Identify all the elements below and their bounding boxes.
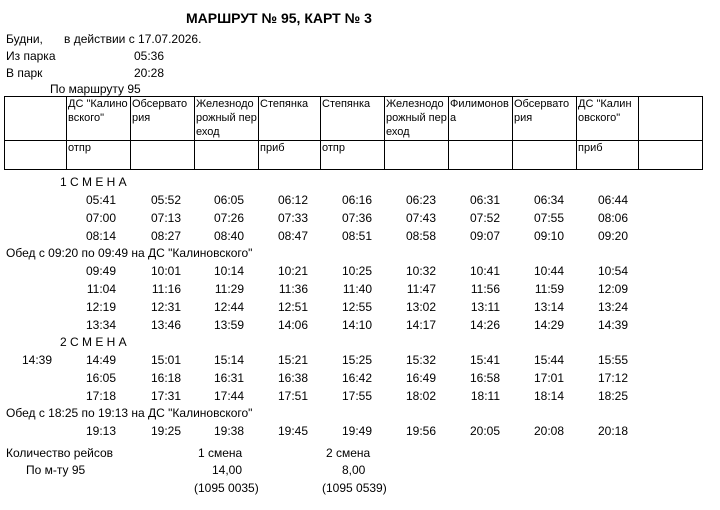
time-cell: 17:18 [85,389,116,403]
time-cell: 08:40 [213,229,244,243]
time-cell: 13:46 [150,318,181,332]
time-cell: 13:59 [213,318,244,332]
time-cell: 12:51 [277,300,308,314]
schedule-row [0,422,720,440]
time-cell: 17:01 [533,371,564,385]
time-cell: 13:24 [597,300,628,314]
schedule-row [0,316,720,334]
schedule-row [0,191,720,209]
lunch-note: Обед с 18:25 по 19:13 на ДС "Калиновского" [6,406,253,420]
time-cell: 06:31 [469,193,500,207]
time-cell: 13:02 [405,300,436,314]
time-cell: 09:49 [85,264,116,278]
time-cell: 12:09 [597,282,628,296]
time-cell: 06:34 [533,193,564,207]
shift1-code: (1095 0035) [194,481,259,495]
shift2-code: (1095 0539) [322,481,387,495]
schedule-row [0,298,720,316]
time-cell: 07:43 [405,211,436,225]
shift2-value: 8,00 [342,463,366,477]
time-cell: 17:44 [213,389,244,403]
schedule-row [0,387,720,405]
time-cell: 10:25 [341,264,372,278]
time-cell: 11:04 [86,282,116,296]
time-cell: 16:31 [213,371,244,385]
time-cell: 11:29 [214,282,244,296]
time-cell: 10:21 [277,264,308,278]
stop-mode-cell [131,141,195,170]
time-cell: 15:55 [597,353,628,367]
time-cell: 09:20 [597,229,628,243]
time-cell: 16:42 [341,371,372,385]
time-cell: 18:02 [405,389,436,403]
time-cell: 13:11 [470,300,500,314]
time-cell: 11:47 [406,282,436,296]
shift1-label: 1 смена [198,446,243,460]
schedule-row [0,369,720,387]
time-cell: 06:23 [405,193,436,207]
schedule-row [0,280,720,298]
shift2-label: 2 смена [326,446,371,460]
stop-mode-cell [449,141,513,170]
time-cell: 17:12 [597,371,628,385]
time-cell: 07:00 [85,211,116,225]
time-cell: 11:36 [278,282,308,296]
route-label: По маршруту 95 [50,82,141,96]
time-cell: 17:31 [150,389,181,403]
shift1-value: 14,00 [212,463,243,477]
stop-mode-cell [639,141,703,170]
shift-label: 2 С М Е Н А [60,335,127,349]
time-cell: 16:49 [405,371,436,385]
time-cell: 16:38 [277,371,308,385]
stop-mode-cell [195,141,259,170]
lunch-note: Обед с 09:20 по 09:49 на ДС "Калиновского" [6,246,253,260]
time-cell: 13:34 [85,318,116,332]
time-cell: 09:10 [533,229,564,243]
effective-date: в действии с 17.07.2026. [64,32,202,46]
time-cell: 15:14 [213,353,244,367]
time-cell: 20:18 [597,424,628,438]
time-cell: 05:41 [85,193,116,207]
time-cell: 14:17 [405,318,436,332]
time-cell: 14:06 [277,318,308,332]
depart-park-time: 05:36 [134,49,165,63]
time-cell: 10:54 [597,264,628,278]
time-cell: 10:41 [469,264,500,278]
time-cell: 11:59 [534,282,564,296]
schedule-row [0,209,720,227]
stop-name-cell [639,97,703,141]
time-cell: 12:31 [150,300,181,314]
stop-mode-cell: приб [577,141,639,170]
time-cell: 15:44 [533,353,564,367]
time-cell: 14:29 [533,318,564,332]
time-cell: 19:13 [85,424,116,438]
stop-name-cell: Обсерватория [131,97,195,141]
stop-mode-cell [385,141,449,170]
time-cell: 15:25 [341,353,372,367]
time-cell: 11:16 [151,282,181,296]
time-cell: 15:32 [405,353,436,367]
time-cell: 18:14 [533,389,564,403]
time-cell: 16:18 [150,371,181,385]
time-cell: 08:06 [597,211,628,225]
time-cell: 11:56 [470,282,500,296]
time-cell: 12:19 [85,300,116,314]
time-cell: 19:38 [213,424,244,438]
time-cell: 07:33 [277,211,308,225]
schedule-row [0,351,720,369]
time-cell: 15:41 [469,353,500,367]
stop-mode-cell: отпр [321,141,385,170]
header-blank-cell [5,97,67,141]
time-cell: 11:40 [342,282,372,296]
return-park-label: В парк [6,66,43,80]
time-cell: 05:52 [150,193,181,207]
time-cell: 20:05 [469,424,500,438]
time-cell: 18:11 [470,389,500,403]
time-cell: 08:51 [341,229,372,243]
time-cell: 19:49 [341,424,372,438]
time-cell: 14:39 [597,318,628,332]
time-cell: 19:25 [150,424,181,438]
days-label: Будни, [6,32,43,46]
stop-name-cell: ДС "Калиновского" [67,97,131,141]
time-cell: 17:55 [341,389,372,403]
time-cell: 17:51 [277,389,308,403]
time-cell: 06:44 [597,193,628,207]
time-cell: 06:12 [277,193,308,207]
time-cell: 10:44 [533,264,564,278]
shift-start-time: 14:39 [21,353,52,367]
time-cell: 15:01 [150,353,181,367]
stop-name-cell: ДС "Калиновского" [577,97,639,141]
header-blank-cell [5,141,67,170]
stop-name-cell: Железнодорожный переход [385,97,449,141]
time-cell: 07:36 [341,211,372,225]
schedule-row [0,227,720,245]
time-cell: 12:44 [213,300,244,314]
time-cell: 19:56 [405,424,436,438]
stop-name-cell: Обсерватория [513,97,577,141]
return-park-time: 20:28 [134,66,165,80]
time-cell: 14:49 [85,353,116,367]
time-cell: 09:07 [469,229,500,243]
stops-header-table [4,96,703,170]
time-cell: 18:25 [597,389,628,403]
time-cell: 07:52 [469,211,500,225]
time-cell: 07:13 [150,211,181,225]
time-cell: 06:05 [213,193,244,207]
time-cell: 16:05 [85,371,116,385]
time-cell: 14:26 [469,318,500,332]
time-cell: 10:01 [150,264,181,278]
time-cell: 08:27 [150,229,181,243]
depart-park-label: Из парка [6,49,56,63]
shift-label: 1 С М Е Н А [60,175,127,189]
trips-count-label: Количество рейсов [6,446,114,460]
stop-mode-cell: отпр [67,141,131,170]
time-cell: 07:26 [213,211,244,225]
stop-mode-cell [513,141,577,170]
time-cell: 14:10 [341,318,372,332]
stop-name-cell: Филимонова [449,97,513,141]
time-cell: 20:08 [533,424,564,438]
time-cell: 10:14 [213,264,244,278]
time-cell: 15:21 [277,353,308,367]
time-cell: 08:47 [277,229,308,243]
time-cell: 19:45 [277,424,308,438]
stop-name-cell: Степянка [321,97,385,141]
route-count-label: По м-ту 95 [26,463,86,477]
time-cell: 06:16 [341,193,372,207]
time-cell: 08:58 [405,229,436,243]
time-cell: 07:55 [533,211,564,225]
time-cell: 13:14 [533,300,564,314]
time-cell: 16:58 [469,371,500,385]
page-title: МАРШРУТ № 95, КАРТ № 3 [186,10,372,26]
stop-mode-cell: приб [259,141,321,170]
time-cell: 08:14 [85,229,116,243]
time-cell: 10:32 [405,264,436,278]
schedule-row [0,262,720,280]
stop-name-cell: Железнодорожный переход [195,97,259,141]
stop-name-cell: Степянка [259,97,321,141]
time-cell: 12:55 [341,300,372,314]
